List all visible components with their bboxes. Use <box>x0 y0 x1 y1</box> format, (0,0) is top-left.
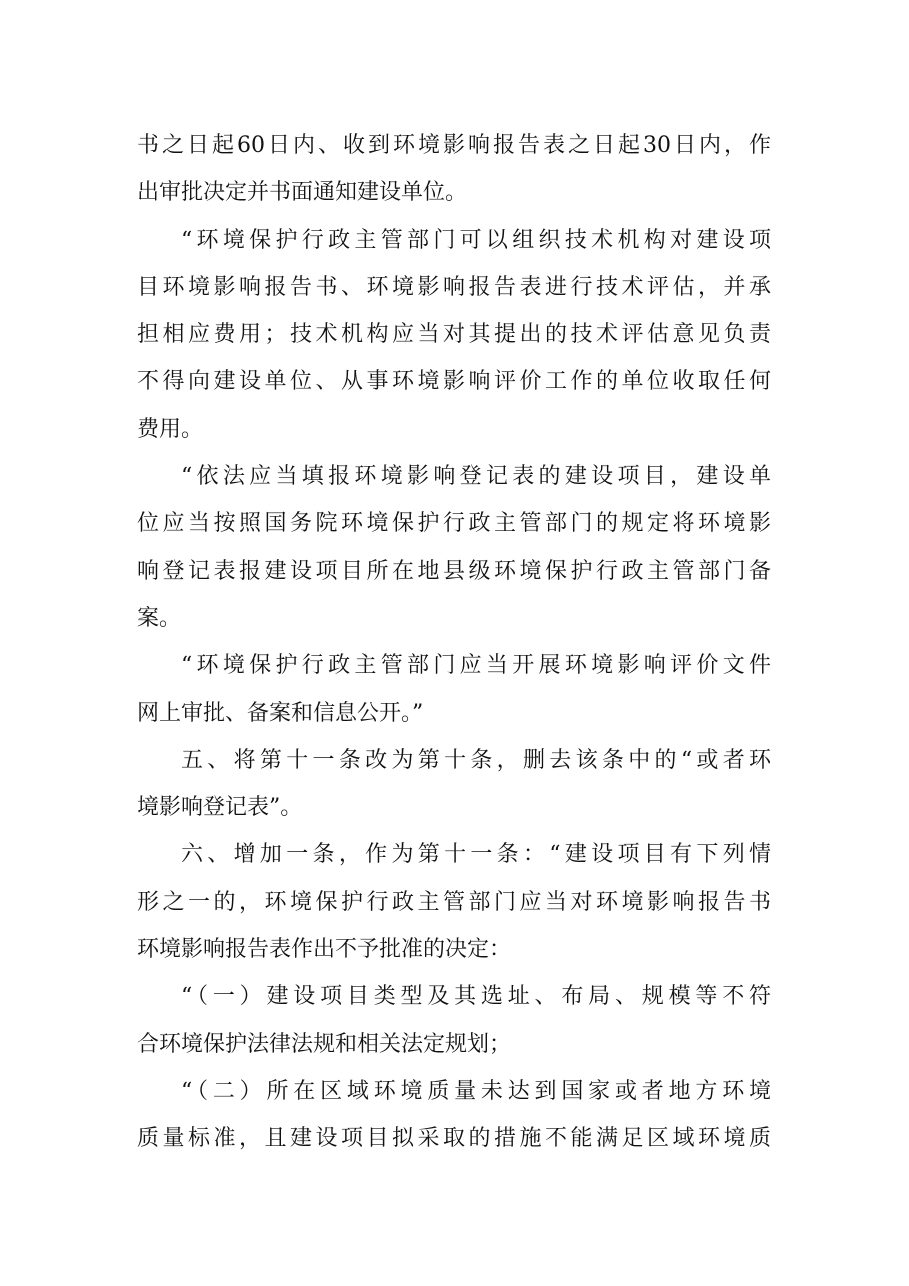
text-line: 响登记表报建设项目所在地县级环境保护行政主管部门备 <box>137 558 771 584</box>
paragraph <box>137 1068 771 1163</box>
paragraph <box>137 831 771 973</box>
text-line: 环境影响报告表作出不予批准的决定： <box>137 937 512 963</box>
text-line: 网上审批、备案和信息公开。” <box>137 700 424 726</box>
text-line: 案。 <box>137 605 182 631</box>
paragraph <box>137 973 771 1068</box>
text-line: 六、增加一条，作为第十一条：“建设项目有下列情 <box>181 842 771 868</box>
text-line: “（二）所在区域环境质量未达到国家或者地方环境 <box>181 1078 771 1104</box>
text-line: 形之一的，环境保护行政主管部门应当对环境影响报告书 <box>137 889 771 915</box>
paragraph <box>137 737 771 832</box>
paragraph <box>137 217 771 453</box>
text-line: 费用。 <box>137 416 204 442</box>
paragraph <box>137 642 771 737</box>
text-line: 不得向建设单位、从事环境影响评价工作的单位收取任何 <box>137 369 771 395</box>
text-line: 五、将第十一条改为第十条，删去该条中的“或者环 <box>181 747 771 773</box>
text-line: “（一）建设项目类型及其选址、布局、规模等不符 <box>181 984 771 1010</box>
text-line: “环境保护行政主管部门可以组织技术机构对建设项 <box>181 227 771 253</box>
paragraph <box>137 122 771 217</box>
paragraph <box>137 453 771 642</box>
text-line: 合环境保护法律法规和相关法定规划； <box>137 1031 512 1057</box>
text-line: 境影响登记表”。 <box>137 795 303 821</box>
text-line: 位应当按照国务院环境保护行政主管部门的规定将环境影 <box>137 511 771 537</box>
text-line: 目环境影响报告书、环境影响报告表进行技术评估，并承 <box>137 274 771 300</box>
text-line: 担相应费用；技术机构应当对其提出的技术评估意见负责 <box>137 322 771 348</box>
text-line: “依法应当填报环境影响登记表的建设项目，建设单 <box>181 464 771 490</box>
text-line: “环境保护行政主管部门应当开展环境影响评价文件 <box>181 653 771 679</box>
text-line: 质量标准，且建设项目拟采取的措施不能满足区域环境质 <box>137 1126 771 1152</box>
text-line: 书之日起60日内、收到环境影响报告表之日起30日内，作 <box>137 133 771 158</box>
text-line: 出审批决定并书面通知建设单位。 <box>137 180 468 206</box>
document-body <box>137 122 771 1163</box>
